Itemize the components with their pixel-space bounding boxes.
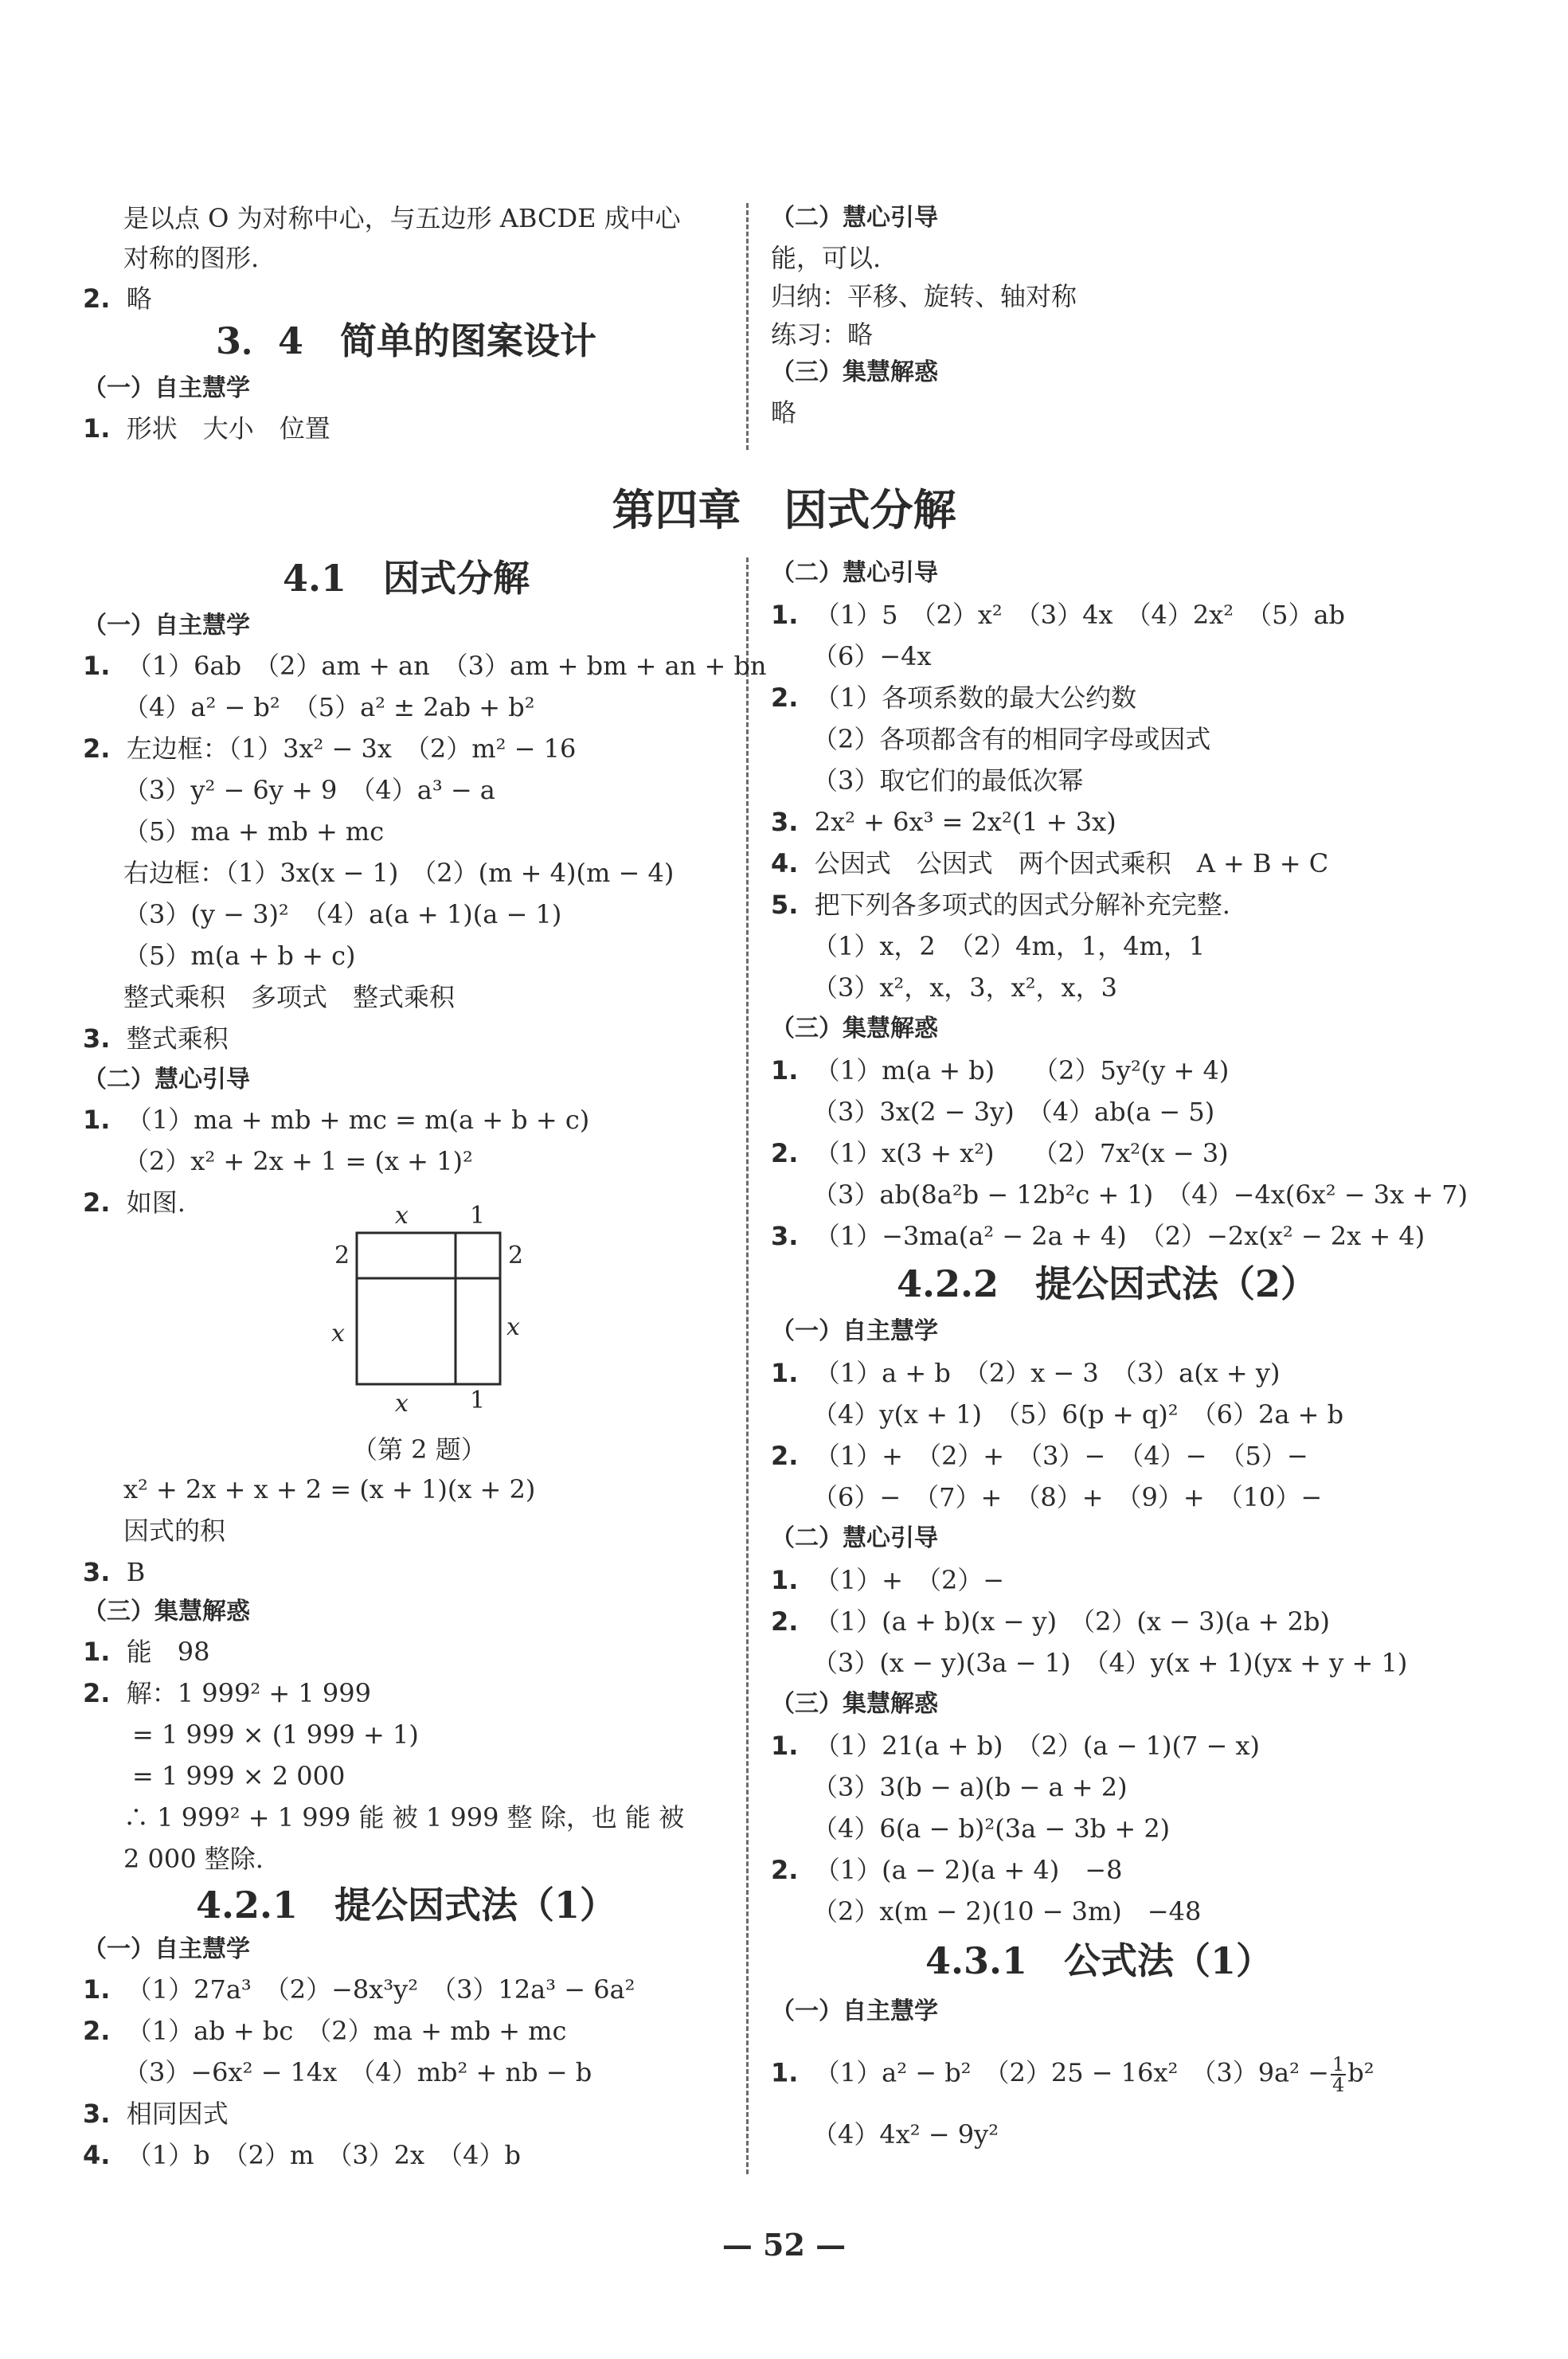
text-line: 1. （1）a + b （2）x − 3 （3）a(x + y)	[771, 1358, 1281, 1388]
text-line: 右边框：（1）3x(x − 1) （2）(m + 4)(m − 4)	[123, 858, 675, 888]
diagram-label-2-right: 2	[508, 1242, 524, 1269]
subsection-heading: （三）集慧解惑	[771, 1690, 938, 1718]
page-number: — 52 —	[721, 2227, 847, 2263]
text-line: 2. 解：1 999² + 1 999	[83, 1678, 371, 1708]
diagram-label-x-right: x	[506, 1313, 520, 1341]
area-diagram-svg	[319, 1203, 557, 1418]
area-diagram	[319, 1203, 557, 1418]
section-title-4-2-1: 4.2.1 提公因式法（1）	[195, 1884, 617, 1927]
section-title-3-4: 3．4 简单的图案设计	[215, 319, 596, 362]
diagram-label-1-bottom: 1	[470, 1387, 486, 1414]
text-line: （5）ma + mb + mc	[123, 816, 385, 847]
text-line: （3）3x(2 − 3y) （4）ab(a − 5)	[812, 1097, 1215, 1127]
text-line: 1. （1）m(a + b) （2）5y²(y + 4)	[771, 1055, 1230, 1086]
text-line: 1. 能 98	[83, 1637, 210, 1667]
text-line: （6）−4x	[812, 641, 932, 671]
text-line: 1. 形状 大小 位置	[83, 413, 330, 444]
diagram-label-x-left: x	[331, 1320, 345, 1348]
text-line: （3）y² − 6y + 9 （4）a³ − a	[123, 775, 495, 805]
text-line: （2）x(m − 2)(10 − 3m) −48	[812, 1896, 1202, 1927]
text-line: （3）3(b − a)(b − a + 2)	[812, 1772, 1128, 1802]
text-line: （3）x²，x，3，x²，x，3	[812, 972, 1117, 1003]
text-line: 是以点 O 为对称中心，与五边形 ABCDE 成中心	[123, 203, 681, 233]
section-title-4-1: 4.1 因式分解	[282, 557, 530, 600]
text-line: 2. （1）ab + bc （2）ma + mb + mc	[83, 2016, 567, 2046]
subsection-heading: （一）自主慧学	[83, 1935, 250, 1963]
text-line: 2. （1）各项系数的最大公约数	[771, 683, 1137, 713]
text-line: 归纳：平移、旋转、轴对称	[771, 281, 1077, 311]
text-line: 练习：略	[771, 319, 874, 350]
text-line: 1. （1）a² − b² （2）25 − 16x² （3）9a² − $\frac{1}{4}$ b²	[771, 2053, 1374, 2096]
figure-caption: （第 2 题）	[352, 1434, 487, 1465]
fraction: $\frac{1}{4}$	[1331, 2053, 1345, 2096]
text-line: 因式的积	[123, 1516, 226, 1546]
text-line: 5. 把下列各多项式的因式分解补充完整.	[771, 890, 1230, 920]
chapter-title: 第四章 因式分解	[612, 484, 956, 535]
subsection-heading: （三）集慧解惑	[771, 1015, 938, 1043]
text-line: 2. 左边框：（1）3x² − 3x （2）m² − 16	[83, 734, 577, 764]
text-line: 2. （1）+ （2）+ （3）− （4）− （5）−	[771, 1441, 1308, 1471]
diagram-label-2-left: 2	[334, 1242, 350, 1269]
subsection-heading: （一）自主慧学	[83, 374, 250, 402]
section-title-4-3-1: 4.3.1 公式法（1）	[925, 1939, 1273, 1982]
text-line: 3. B	[83, 1557, 146, 1587]
text-line: （1）x，2 （2）4m，1，4m，1	[812, 931, 1206, 961]
text-line: 3. 2x² + 6x³ = 2x²(1 + 3x)	[771, 807, 1116, 837]
text-line: （3）−6x² − 14x （4）mb² + nb − b	[123, 2057, 592, 2087]
text-line: （3）(y − 3)² （4）a(a + 1)(a − 1)	[123, 899, 562, 929]
text-line: （4）6(a − b)²(3a − 3b + 2)	[812, 1813, 1171, 1844]
text-line: （4）4x² − 9y²	[812, 2119, 999, 2150]
text-line: （4）y(x + 1) （5）6(p + q)² （6）2a + b	[812, 1399, 1344, 1430]
text-line: 3. （1）−3ma(a² − 2a + 4) （2）−2x(x² − 2x + 4)	[771, 1221, 1425, 1251]
subsection-heading: （三）集慧解惑	[83, 1598, 250, 1625]
text-line: （6）− （7）+ （8）+ （9）+ （10）−	[812, 1482, 1323, 1512]
subsection-heading: （二）慧心引导	[83, 1066, 250, 1093]
section-title-4-2-2: 4.2.2 提公因式法（2）	[896, 1262, 1318, 1305]
text-line: 2. （1）x(3 + x²) （2）7x²(x − 3)	[771, 1138, 1229, 1168]
text-line: （3）取它们的最低次幂	[812, 765, 1084, 796]
text-line: 1. （1）5 （2）x² （3）4x （4）2x² （5）ab	[771, 600, 1346, 630]
text-line: （5）m(a + b + c)	[123, 941, 356, 971]
subsection-heading: （一）自主慧学	[771, 1317, 938, 1345]
subsection-heading: （三）集慧解惑	[771, 358, 938, 386]
subsection-heading: （二）慧心引导	[771, 204, 938, 232]
diagram-label-x-top: x	[395, 1202, 409, 1230]
text-line: x² + 2x + x + 2 = (x + 1)(x + 2)	[123, 1474, 536, 1504]
text-line: （3）(x − y)(3a − 1) （4）y(x + 1)(yx + y + 1)	[812, 1648, 1408, 1678]
text-line: 4. 公因式 公因式 两个因式乘积 A + B + C	[771, 848, 1329, 878]
text-line: 2. （1）(a − 2)(a + 4) −8	[771, 1855, 1123, 1885]
subsection-heading: （一）自主慧学	[83, 612, 250, 640]
text-line: （2）各项都含有的相同字母或因式	[812, 724, 1211, 754]
text-line: 1. （1）21(a + b) （2）(a − 1)(7 − x)	[771, 1731, 1260, 1761]
text-line: = 1 999 × 2 000	[132, 1761, 346, 1791]
text-line: 3. 相同因式	[83, 2099, 229, 2129]
text-line: 对称的图形.	[123, 243, 260, 273]
text-line: 3. 整式乘积	[83, 1023, 229, 1054]
text-line: 2. 如图.	[83, 1187, 186, 1218]
text-line: 1. （1）6ab （2）am + an （3）am + bm + an + bn	[83, 651, 767, 681]
subsection-heading: （二）慧心引导	[771, 559, 938, 587]
subsection-heading: （二）慧心引导	[771, 1524, 938, 1552]
text-line: 整式乘积 多项式 整式乘积	[123, 982, 456, 1012]
text-line: 能，可以.	[771, 243, 882, 273]
text-line: 1. （1）+ （2）−	[771, 1565, 1005, 1595]
column-divider	[746, 557, 749, 2174]
text-line: （4）a² − b² （5）a² ± 2ab + b²	[123, 692, 535, 722]
text-line: 1. （1）27a³ （2）−8x³y² （3）12a³ − 6a²	[83, 1974, 635, 2005]
column-divider	[746, 203, 749, 450]
text-line: 略	[771, 397, 797, 428]
text-line: 1. （1）ma + mb + mc = m(a + b + c)	[83, 1105, 590, 1135]
subsection-heading: （一）自主慧学	[771, 1997, 938, 2025]
diagram-label-x-bottom: x	[395, 1390, 409, 1418]
text-line: （3）ab(8a²b − 12b²c + 1) （4）−4x(6x² − 3x + 7)	[812, 1180, 1468, 1210]
text-line: 2 000 整除.	[123, 1844, 264, 1874]
text-line: ∴ 1 999² + 1 999 能 被 1 999 整 除，也 能 被	[123, 1802, 685, 1833]
text-line: （2）x² + 2x + 1 = (x + 1)²	[123, 1146, 473, 1176]
diagram-label-1-top: 1	[470, 1202, 486, 1230]
text-line: 2. （1）(a + b)(x − y) （2）(x − 3)(a + 2b)	[771, 1606, 1331, 1637]
text-line: 2. 略	[83, 284, 152, 314]
text-line: 4. （1）b （2）m （3）2x （4）b	[83, 2140, 521, 2170]
text-line: = 1 999 × (1 999 + 1)	[132, 1719, 419, 1750]
